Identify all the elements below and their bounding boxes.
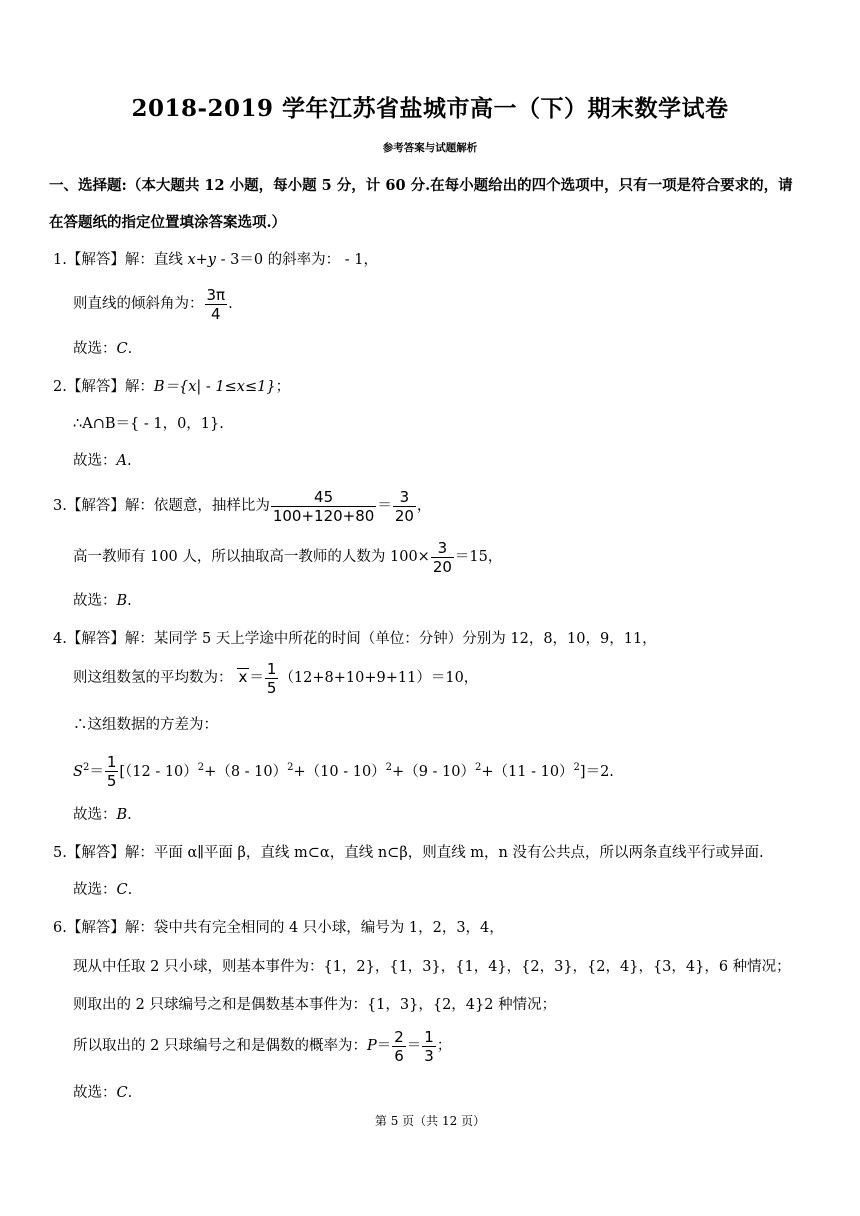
- q4-text: 则这组数氢的平均数为：: [73, 670, 233, 686]
- q4-answer: [73, 805, 132, 825]
- fraction-denominator: 5: [106, 772, 117, 791]
- q2-answer: [73, 451, 132, 471]
- q4-term: ]＝2.: [579, 763, 614, 780]
- q4-variance-fraction: [105, 753, 119, 790]
- fraction-denominator: 3: [424, 1046, 434, 1065]
- fraction-denominator: 5: [266, 678, 277, 697]
- answer-period: .: [127, 882, 133, 898]
- q4-term: +（9 - 10）: [392, 763, 475, 780]
- fraction-denominator: 4: [211, 304, 221, 323]
- q5-answer: [73, 880, 132, 900]
- equals-sign: ＝: [377, 498, 392, 514]
- answer-period: .: [126, 453, 132, 469]
- q4-line3: ∴这组数据的方差为：: [73, 717, 218, 733]
- equals-sign: ＝: [249, 670, 264, 686]
- answer-label: 故选：: [73, 1085, 117, 1101]
- section-heading-line1: 一、选择题:（本大题共 12 小题，每小题 5 分，计 60 分.在每小题给出的四个选项中，只有一项是符合要求的，请: [49, 177, 793, 194]
- q1-expr: x+y: [187, 252, 216, 268]
- q3-line1: [53, 484, 431, 528]
- q3-fraction-2: [393, 488, 416, 525]
- q6-text: 所以取出的 2 只球编号之和是偶数的概率为：: [73, 1038, 367, 1054]
- q6-fraction-1: [392, 1028, 406, 1065]
- q6-line4: [73, 1024, 451, 1068]
- q3-fraction-1: [271, 488, 376, 525]
- page-title: 2018-2019 学年江苏省盐城市高一（下）期末数学试卷: [131, 95, 729, 122]
- answer-choice: C: [116, 1085, 128, 1101]
- fraction-denominator: 6: [394, 1046, 404, 1065]
- q3-text: 3.【解答】解：依题意，抽样比为: [53, 498, 270, 514]
- equals-sign: ＝: [89, 763, 104, 780]
- q1-fraction: [205, 286, 228, 323]
- answer-choice: C: [116, 882, 128, 898]
- q4-term: +（8 - 10）: [204, 763, 288, 780]
- probability-symbol: P: [366, 1038, 377, 1054]
- fraction-numerator: 3π: [206, 285, 226, 304]
- variance-symbol: S: [73, 763, 83, 780]
- section-heading-line2: 在答题纸的指定位置填涂答案选项.）: [49, 214, 287, 231]
- fraction-denominator: 20: [432, 557, 452, 576]
- q5-line1: 5.【解答】解：平面 α∥平面 β，直线 m⊂α，直线 n⊂β，则直线 m，n 没有公共点，所以两条直线平行或异面.: [53, 845, 764, 861]
- q6-line1: 6.【解答】解：袋中共有完全相同的 4 只小球，编号为 1，2，3，4，: [53, 920, 504, 936]
- q4-term: +（10 - 10）: [293, 763, 386, 780]
- superscript: 2: [82, 762, 90, 773]
- q6-line2: 现从中任取 2 只小球，则基本事件为：{1，2}，{1，3}，{1，4}，{2，3}，{2，4}，{3，4}，6 种情况；: [73, 959, 791, 975]
- answer-period: .: [127, 807, 132, 823]
- answer-choice: B: [116, 807, 128, 823]
- fraction-numerator: 2: [394, 1027, 404, 1046]
- q6-text: ；: [436, 1038, 452, 1054]
- q4-line1: 4.【解答】解：某同学 5 天上学途中所花的时间（单位：分钟）分别为 12，8，10，9，11，: [53, 631, 657, 647]
- answer-period: .: [127, 341, 133, 357]
- fraction-numerator: 45: [271, 488, 376, 507]
- q3-fraction-3: [431, 539, 454, 576]
- q4-line4: [73, 744, 614, 796]
- q2-line2: ∴A∩B＝{ - 1，0，1}.: [73, 416, 224, 432]
- q1-line2: [73, 282, 233, 326]
- fraction-numerator: 1: [424, 1027, 434, 1046]
- q4-fraction: [265, 660, 279, 697]
- superscript: 2: [475, 762, 482, 773]
- q4-term: [（12 - 10）: [119, 763, 198, 780]
- superscript: 2: [385, 762, 393, 773]
- fraction-numerator: 3: [393, 488, 416, 507]
- q6-answer: [73, 1083, 132, 1103]
- q3-text: 高一教师有 100 人，所以抽取高一教师的人数为 100×: [73, 549, 430, 565]
- q3-answer: [73, 591, 132, 611]
- equals-sign: ＝: [406, 1038, 422, 1054]
- fraction-numerator: 1: [106, 753, 117, 772]
- superscript: 2: [287, 762, 294, 773]
- q1-line1: [53, 250, 378, 270]
- equals-sign: ＝: [376, 1038, 392, 1054]
- page-footer: 第 5 页（共 12 页）: [374, 1114, 486, 1128]
- q2-text: ；: [275, 379, 291, 395]
- mean-symbol: x: [238, 668, 248, 686]
- answer-period: .: [127, 593, 132, 609]
- q4-text: （12+8+10+9+11）＝10，: [279, 670, 479, 686]
- q1-text: - 3＝0 的斜率为： - 1，: [215, 252, 379, 268]
- q3-line2: [73, 535, 502, 579]
- q2-line1: [53, 377, 290, 397]
- fraction-denominator: 100+120+80: [272, 506, 375, 525]
- answer-label: 故选：: [73, 453, 117, 469]
- fraction-numerator: 1: [266, 659, 277, 678]
- q6-fraction-2: [422, 1028, 436, 1065]
- answer-period: .: [127, 1085, 133, 1101]
- answer-label: 故选：: [73, 341, 117, 357]
- answer-label: 故选：: [73, 882, 117, 898]
- answer-label: 故选：: [73, 807, 117, 823]
- q1-text: 则直线的倾斜角为：: [73, 296, 204, 312]
- fraction-numerator: 3: [431, 539, 454, 558]
- q3-text: ＝15，: [454, 549, 503, 565]
- superscript: 2: [573, 762, 580, 773]
- q1-text: 1.【解答】解：直线: [53, 252, 188, 268]
- answer-choice: C: [116, 341, 128, 357]
- q6-line3: 则取出的 2 只球编号之和是偶数基本事件为：{1，3}，{2，4}2 种情况；: [73, 997, 557, 1013]
- q2-expr: B＝{x| - 1≤x≤1}: [153, 379, 276, 395]
- answer-label: 故选：: [73, 593, 117, 609]
- q1-answer: [73, 339, 132, 359]
- q1-text: .: [228, 296, 233, 312]
- fraction-denominator: 20: [394, 506, 414, 525]
- q2-text: 2.【解答】解：: [53, 379, 154, 395]
- superscript: 2: [197, 762, 205, 773]
- q4-line2: [73, 656, 478, 700]
- page-subtitle: 参考答案与试题解析: [382, 142, 478, 154]
- answer-choice: A: [116, 453, 127, 469]
- q4-term: +（11 - 10）: [481, 763, 574, 780]
- q3-text: ，: [416, 498, 432, 514]
- answer-choice: B: [116, 593, 128, 609]
